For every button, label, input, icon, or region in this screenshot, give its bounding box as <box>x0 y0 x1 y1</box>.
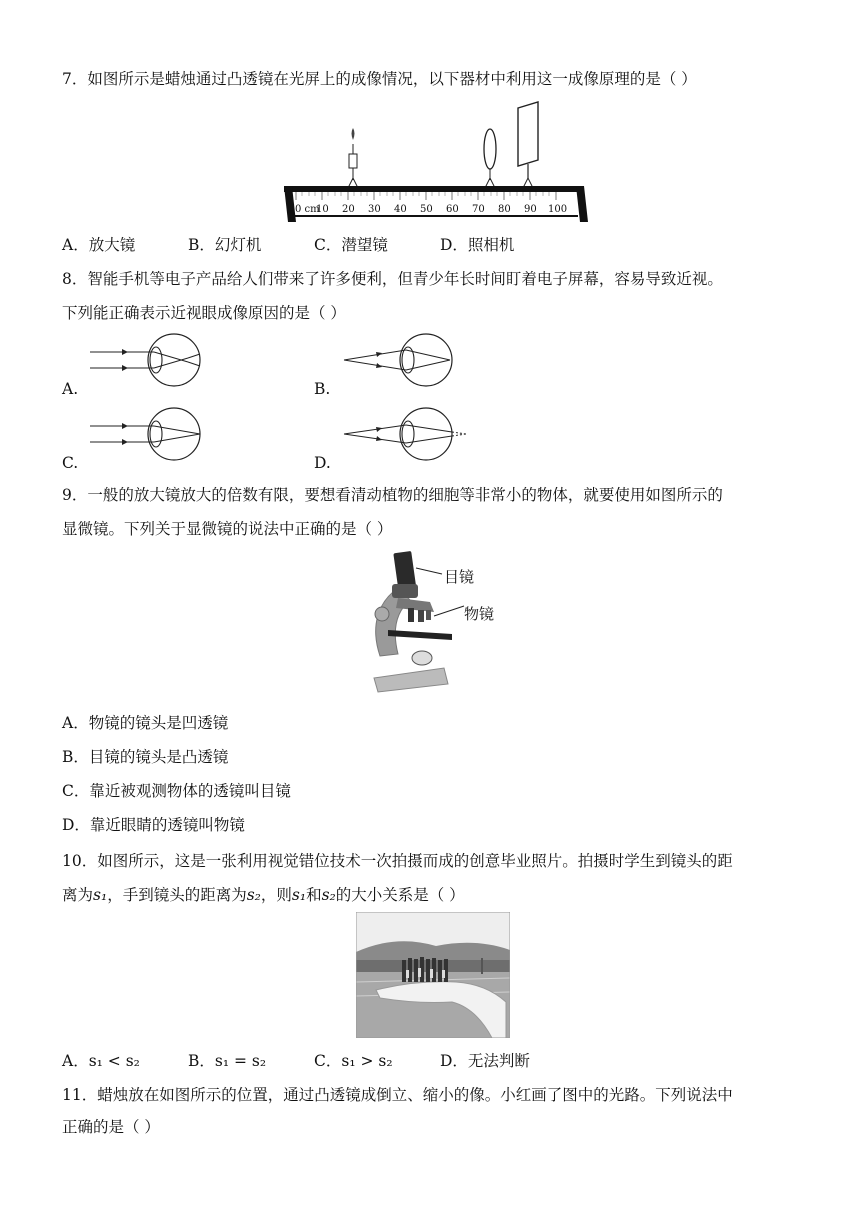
ruler-tick-30: 30 <box>368 204 381 215</box>
q7-option-b[interactable]: B．幻灯机 <box>188 236 262 254</box>
ruler-tick-50: 50 <box>420 204 433 215</box>
q10-photo-figure <box>356 912 510 1038</box>
q8-eye-diagram-c <box>88 406 218 466</box>
q10-var-s1-b: s₁ <box>291 886 307 904</box>
q8-stem-line2: 下列能正确表示近视眼成像原因的是（ ） <box>62 304 346 322</box>
q9-option-b[interactable]: B．目镜的镜头是凸透镜 <box>62 748 229 766</box>
ruler-tick-0: 0 cm <box>295 204 320 215</box>
q10-option-b[interactable]: B．s₁ = s₂ <box>188 1052 267 1070</box>
q10-option-a[interactable]: A．s₁ < s₂ <box>62 1052 140 1070</box>
q8-option-a[interactable]: A. <box>62 380 79 398</box>
q9-option-c[interactable]: C．靠近被观测物体的透镜叫目镜 <box>62 782 291 800</box>
q8-eye-diagram-d <box>340 406 480 466</box>
q8-option-b[interactable]: B. <box>314 380 331 398</box>
q10-stem-text-e: 的大小关系是（ ） <box>335 886 465 904</box>
ruler-tick-90: 90 <box>524 204 537 215</box>
q8-option-d[interactable]: D. <box>314 454 331 472</box>
ruler-tick-20: 20 <box>342 204 355 215</box>
q11-stem-line2: 正确的是（ ） <box>62 1118 160 1136</box>
label-eyepiece: 目镜 <box>444 568 475 586</box>
q10-var-s1: s₁ <box>93 886 108 904</box>
q10-var-s2: s₂ <box>246 886 261 904</box>
q7-option-a[interactable]: A．放大镜 <box>62 236 136 254</box>
q10-stem-text-a: 离为 <box>62 886 94 904</box>
q8-eye-diagram-b <box>340 332 470 392</box>
ruler-tick-80: 80 <box>498 204 511 215</box>
q7-stem: 7．如图所示是蜡烛通过凸透镜在光屏上的成像情况，以下器材中利用这一成像原理的是（ ） <box>62 70 697 88</box>
q10-var-s2-b: s₂ <box>321 886 336 904</box>
q9-stem-line1: 9．一般的放大镜放大的倍数有限，要想看清动植物的细胞等非常小的物体，就要使用如图所示的 <box>62 486 723 504</box>
q8-option-c[interactable]: C. <box>62 454 79 472</box>
ruler-tick-100: 100 <box>548 204 568 215</box>
q10-option-c[interactable]: C．s₁ > s₂ <box>314 1052 393 1070</box>
q7-option-c[interactable]: C．潜望镜 <box>314 236 388 254</box>
q9-option-d[interactable]: D．靠近眼睛的透镜叫物镜 <box>62 816 245 834</box>
ruler-tick-40: 40 <box>394 204 407 215</box>
ruler-tick-10: 10 <box>316 204 329 215</box>
ruler-tick-70: 70 <box>472 204 485 215</box>
q10-stem-text-b: ，手到镜头的距离为 <box>107 886 247 904</box>
q7-optical-bench-figure <box>276 100 596 225</box>
q10-stem-text-c: ，则 <box>260 886 292 904</box>
q9-option-a[interactable]: A．物镜的镜头是凹透镜 <box>62 714 229 732</box>
label-objective: 物镜 <box>464 605 495 623</box>
q10-stem-line1: 10．如图所示，这是一张利用视觉错位技术一次拍摄而成的创意毕业照片。拍摄时学生到镜头的距 <box>62 852 733 870</box>
q8-eye-diagram-a <box>88 332 218 392</box>
q10-stem-text-d: 和 <box>306 886 322 904</box>
q8-stem-line1: 8．智能手机等电子产品给人们带来了许多便利，但青少年长时间盯着电子屏幕，容易导致近视。 <box>62 270 723 288</box>
q10-option-d[interactable]: D．无法判断 <box>440 1052 530 1070</box>
q9-stem-line2: 显微镜。下列关于显微镜的说法中正确的是（ ） <box>62 520 393 538</box>
ruler-tick-60: 60 <box>446 204 459 215</box>
q11-stem-line1: 11．蜡烛放在如图所示的位置，通过凸透镜成倒立、缩小的像。小红画了图中的光路。下列说法中 <box>62 1086 733 1104</box>
q7-option-d[interactable]: D．照相机 <box>440 236 515 254</box>
q10-stem-line2 <box>62 884 465 906</box>
